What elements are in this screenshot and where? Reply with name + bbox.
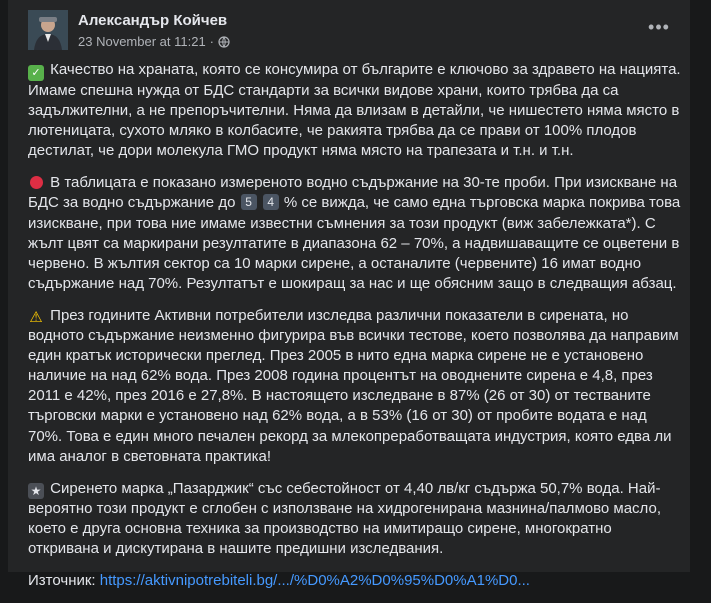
paragraph-text: През годините Активни потребители изследва различни показатели в сиренатa, но водното съдържание неизменно фигурира във всички тестове, което позволява да направим един кратък исторически преглед. През 2005 в нито една марка сирене не е установено наличие на над 62% вода. През 2008 година процентът на оводнените сирена е 4,8, през 2011 е 42%, през 2016 е 27,8%. В настоящето изследване в 87% (26 от 30) от тестваните търговски марки е установено над 62% вода, а в 53% (16 от 30) от пробите водата е над 70%. Това е един много печален рекорд за млекопреработващата индустрия, която едва ли има аналог в световната практика! — [28, 306, 679, 465]
paragraph-text: % се вижда, че само една търговска марка покрива това изискване, при това ние имаме известни съмнения за този продукт (виж забележката*). С жълт цвят са маркирани резултатите в диапазона 62 – 70%, а надвишаващите се оцветени в червено. В жълтия сектор са 10 марки сирене, а останалите (червените) 16 имат водно съдържание над 70%. Резултатът е шокиращ за нас и ще обясним защо в следващия абзац. — [28, 194, 681, 292]
paragraph-text: Сиренето марка „Пазарджик“ със себестойност от 4,40 лв/кг съдържа 50,7% вода. Най-вероятно този продукт е сглобен с използване на хидрогенирана мазнина/палмово масло, което е друга основна техника за производство на имитиращо сирене, многократно откривана и дискутирана в нашите предишни изследвания. — [28, 479, 661, 557]
paragraph-quality — [28, 60, 684, 161]
warning-icon: ⚠ — [29, 308, 43, 326]
paragraph-text: Качество на храната, която се консумира от българите е ключово за здравето на нацията. Имаме спешна нужда от БДС стандарти за всички видове храни, които трябва да са задължителни, а не препоръчителни. Няма да влизам в детайли, че нишестето няма място в лютеницата, сухото мляко в колбасите, че ракията трябва да се прави от 100% плодов дестилат, че дори молекула ГМО продукт няма място на трапезата и т.н. и т.н. — [28, 61, 681, 160]
more-options-icon[interactable]: ••• — [648, 16, 670, 37]
post-card — [8, 0, 690, 590]
author-avatar[interactable] — [28, 10, 68, 50]
post-header — [20, 6, 678, 50]
post-date[interactable]: 23 November at 11:21 — [78, 34, 206, 49]
paragraph-table — [28, 173, 684, 294]
keycap-digit: 4 — [263, 194, 279, 210]
red-circle-icon — [28, 175, 44, 191]
paragraph-text: В таблицата е показано измереното водно съдържание на 30-те проби. При изискване на БДС за водно съдържание до — [28, 174, 678, 212]
check-mark-icon: ✓ — [28, 65, 44, 81]
globe-icon — [218, 36, 230, 48]
post-meta — [78, 34, 230, 49]
paragraph-history — [28, 306, 684, 467]
source-line — [28, 571, 684, 591]
paragraph-note — [28, 479, 684, 559]
meta-separator: · — [209, 34, 215, 49]
post-body — [28, 60, 684, 603]
star-icon: ★ — [28, 483, 44, 499]
author-name[interactable]: Александър Койчев — [78, 12, 228, 29]
source-link[interactable]: https://aktivnipotrebiteli.bg/.../%D0%A2%D0%95%D0%A1%D0... — [99, 572, 530, 590]
avatar-image — [28, 10, 68, 50]
source-label: Източник: — [28, 572, 100, 590]
keycap-digit: 5 — [241, 194, 257, 210]
